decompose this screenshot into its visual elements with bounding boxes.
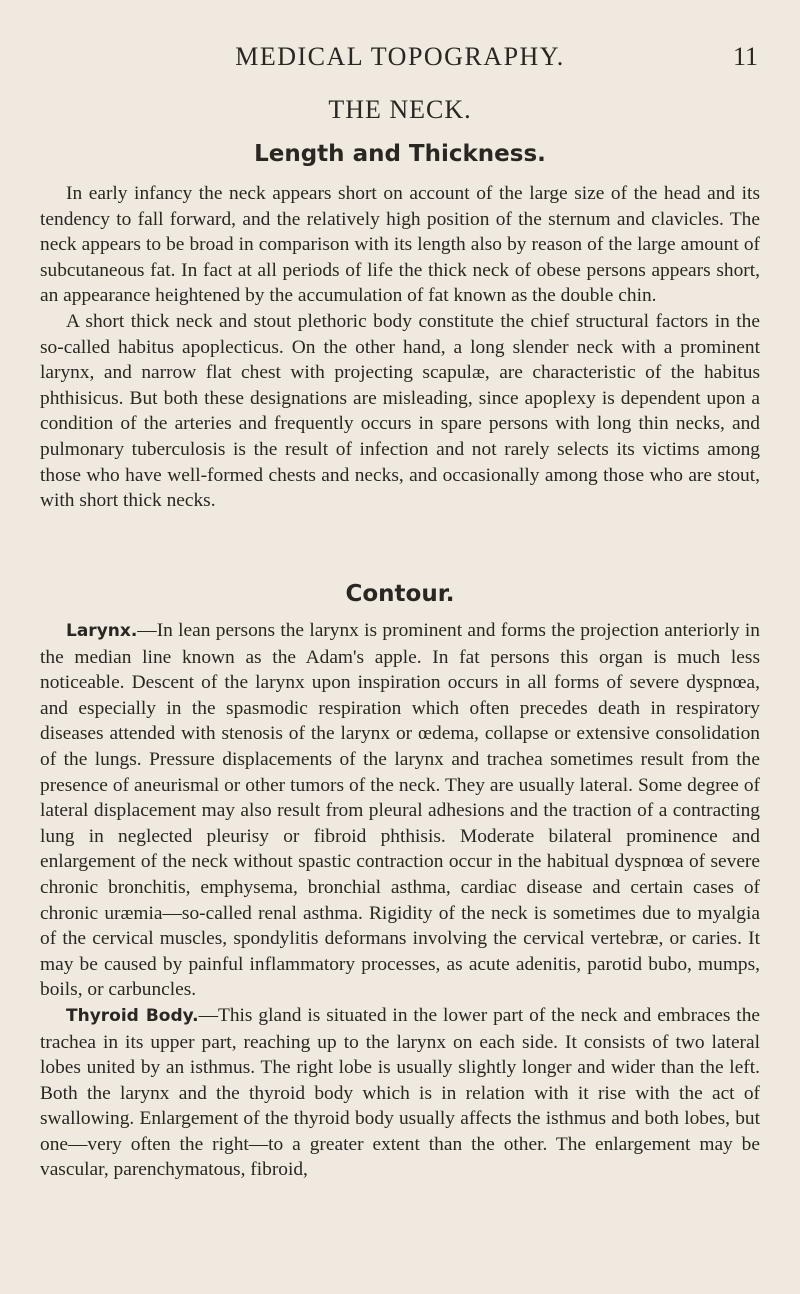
paragraph-larynx (40, 618, 760, 1003)
contour-section-body (40, 618, 760, 1183)
paragraph-thyroid (40, 1003, 760, 1183)
run-in-heading-larynx: Larynx. (66, 621, 138, 641)
chapter-title: THE NECK. (328, 95, 472, 124)
running-head (40, 42, 760, 72)
running-title: MEDICAL TOPOGRAPHY. (235, 42, 565, 71)
paragraph-infancy: In early infancy the neck appears short on account of the large size of the head and its tendency to fall forward, and the relatively high position of the sternum and clavicles. The neck appears to be broad in comparison with its length also by reason of the large amount of subcutaneous fat. In fact at all periods of life the thick neck of obese persons appears short, an appearance heightened by the accumulation of fat known as the double chin. (40, 183, 760, 307)
larynx-text: —In lean persons the larynx is prominent and forms the projection anteriorly in the median line known as the Adam's apple. In fat persons this organ is much less noticeable. Descent of the larynx upon inspiration occurs in all forms of severe dyspnœa, and especially in the spasmodic respiration which often precedes death in respiratory diseases attended with stenosis of the larynx or œdema, collapse or extensive consolidation of the lungs. Pressure displacements of the larynx and trachea sometimes result from the presence of aneurismal or other tumors of the neck. They are usually lateral. Some degree of lateral displacement may also result from pleural adhesions and the traction of a contracting lung in neglected pleurisy or fibroid phthisis. Moderate bilateral prominence and enlargement of the neck without spastic contraction occur in the habitual dyspnœa of severe chronic bronchitis, emphysema, bronchial asthma, cardiac disease and certain cases of chronic uræmia—so-called renal asthma. Rigidity of the neck is sometimes due to myalgia of the cervical muscles, spondylitis deformans involving the cervical vertebræ, or caries. It may be caused by painful inflammatory processes, as acute adenitis, parotid bubo, mumps, boils, or carbuncles. (40, 620, 760, 1001)
length-section-body (40, 181, 760, 514)
paragraph-habitus: A short thick neck and stout plethoric body constitute the chief structural factors in the so-called habitus apoplecticus. On the other hand, a long slender neck with a prominent larynx, and narrow flat chest with projecting scapulæ, are characteristic of the habitus phthisicus. But both these designations are misleading, since apoplexy is dependent upon a condition of the arteries and frequently occurs in spare persons with long thin necks, and pulmonary tuberculosis is the result of infection and not rarely selects its victims among those who have well-formed chests and necks, and occasionally among those who are stout, with short thick necks. (40, 310, 760, 512)
page-number: 11 (732, 42, 758, 71)
run-in-heading-thyroid: Thyroid Body. (66, 1005, 199, 1026)
section-heading-contour: Contour. (345, 581, 455, 607)
section-heading-length: Length and Thickness. (254, 141, 546, 167)
thyroid-text: —This gland is situated in the lower part of the neck and embraces the trachea in its upper part, reaching up to the larynx on each side. It consists of two lateral lobes united by an isthmus. The right lobe is usually slightly longer and wider than the left. Both the larynx and the thyroid body which is in relation with it rise with the act of swallowing. Enlargement of the thyroid body usually affects the isthmus and both lobes, but one—very often the right—to a greater extent than the other. The enlargement may be vascular, parenchymatous, fibroid, (40, 1004, 760, 1181)
